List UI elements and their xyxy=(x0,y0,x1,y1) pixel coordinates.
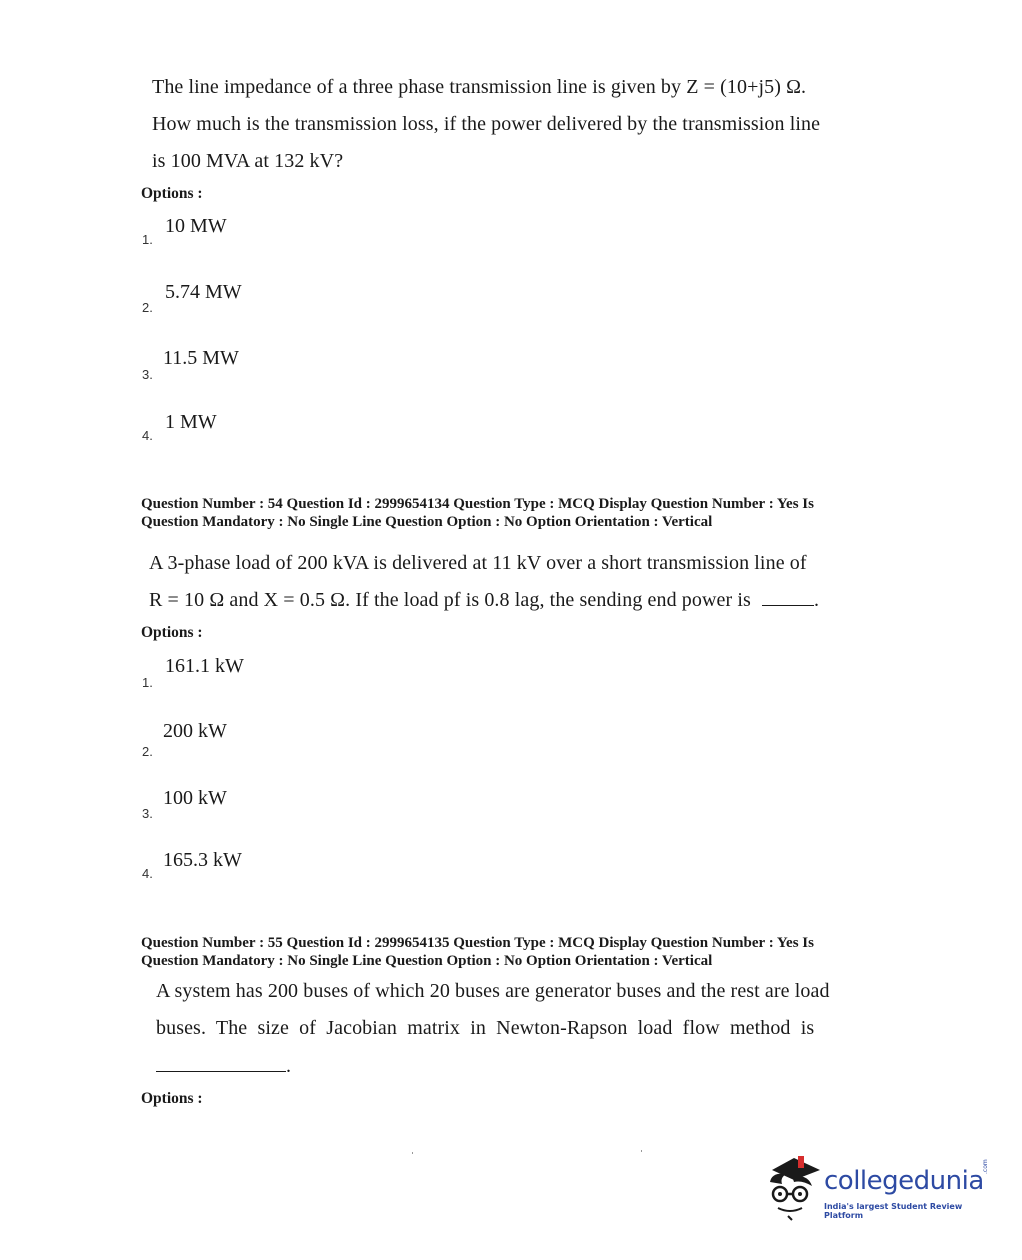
q53-text-line2: How much is the transmission loss, if the power delivered by the transmission line xyxy=(152,113,821,135)
logo-wordmark: collegedunia xyxy=(824,1166,984,1196)
option-value: 161.1 kW xyxy=(165,655,244,677)
option-number: 1. xyxy=(142,232,153,247)
collegedunia-logo xyxy=(762,1152,992,1224)
option-value: 5.74 MW xyxy=(165,281,242,303)
q54-text-line2-end: . xyxy=(814,589,820,611)
q53-text-line1: The line impedance of a three phase transmission line is given by Z = (10+j5) Ω. xyxy=(152,76,807,98)
answer-blank xyxy=(156,1070,286,1072)
option-number: 3. xyxy=(142,806,153,821)
q54-meta-line1: Question Number : 54 Question Id : 2999654134 Question Type : MCQ Display Question Number : Yes Is xyxy=(141,496,814,512)
q53-text-line3: is 100 MVA at 132 kV? xyxy=(152,150,344,172)
q54-text-line1: A 3-phase load of 200 kVA is delivered at 11 kV over a short transmission line of xyxy=(149,552,807,574)
q54-text-line2-wrap xyxy=(149,582,819,619)
q54-text-line2: R = 10 Ω and X = 0.5 Ω. If the load pf is 0.8 lag, the sending end power is xyxy=(149,589,751,611)
option-value: 11.5 MW xyxy=(163,347,239,369)
option-number: 2. xyxy=(142,744,153,759)
scan-dot xyxy=(412,1152,413,1154)
option-value: 100 kW xyxy=(163,787,227,809)
q55-text-line2: buses. The size of Jacobian matrix in Newton-Rapson load flow method is xyxy=(156,1017,815,1039)
option-number: 4. xyxy=(142,428,153,443)
answer-blank xyxy=(762,604,814,606)
option-number: 2. xyxy=(142,300,153,315)
q53-options-label: Options : xyxy=(141,185,203,202)
q55-options-label: Options : xyxy=(141,1090,203,1107)
option-value: 165.3 kW xyxy=(163,849,242,871)
q55-text-line3-wrap xyxy=(156,1048,291,1085)
option-value: 1 MW xyxy=(165,411,217,433)
mascot-icon xyxy=(762,1152,824,1224)
option-value: 200 kW xyxy=(163,720,227,742)
option-number: 3. xyxy=(142,367,153,382)
q55-meta-line1: Question Number : 55 Question Id : 2999654135 Question Type : MCQ Display Question Number : Yes Is xyxy=(141,935,814,951)
logo-suffix: .com xyxy=(982,1159,989,1174)
q55-meta-line2: Question Mandatory : No Single Line Question Option : No Option Orientation : Vertical xyxy=(141,953,713,969)
q55-text-line1: A system has 200 buses of which 20 buses are generator buses and the rest are load xyxy=(156,980,830,1002)
option-number: 4. xyxy=(142,866,153,881)
q54-meta-line2: Question Mandatory : No Single Line Question Option : No Option Orientation : Vertical xyxy=(141,514,713,530)
option-number: 1. xyxy=(142,675,153,690)
q54-options-label: Options : xyxy=(141,624,203,641)
logo-tagline: India's largest Student Review Platform xyxy=(824,1202,963,1220)
q55-text-line3-end: . xyxy=(286,1055,292,1077)
scan-dot xyxy=(641,1150,642,1152)
option-value: 10 MW xyxy=(165,215,227,237)
